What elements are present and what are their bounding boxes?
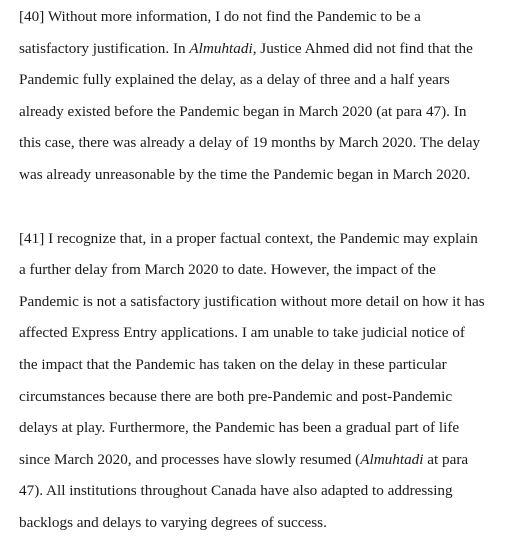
- text-line: [19, 64, 515, 96]
- paragraph-41: [19, 223, 515, 539]
- text-segment: [40] Without more information, I do not find the Pandemic to be a: [19, 8, 421, 25]
- text-segment: a further delay from March 2020 to date. However, the impact of the: [19, 261, 436, 279]
- text-segment: already existed before the Pandemic began in March 2020 (at para 47). In: [19, 102, 467, 120]
- text-segment: circumstances because there are both pre-Pandemic and post-Pandemic: [19, 387, 453, 405]
- paragraph-40: [19, 0, 515, 191]
- text-segment: , Justice Ahmed did not find that the: [252, 39, 473, 57]
- text-line: [19, 507, 515, 539]
- text-segment: was already unreasonable by the time the Pandemic began in March 2020.: [19, 165, 471, 183]
- text-segment: this case, there was already a delay of 19 months by March 2020. The delay: [19, 134, 481, 152]
- text-line: [19, 475, 515, 507]
- text-line: [19, 127, 515, 159]
- text-line: [19, 412, 515, 444]
- case-name-citation: Almuhtadi: [189, 39, 253, 57]
- text-segment: Pandemic fully explained the delay, as a delay of three and a half years: [19, 71, 450, 89]
- text-segment: satisfactory justification. In: [19, 39, 190, 57]
- text-line: [19, 223, 515, 255]
- text-line: [19, 1, 515, 33]
- text-line: [19, 33, 515, 65]
- case-name-citation: Almuhtadi: [360, 450, 424, 468]
- text-line: [19, 349, 515, 381]
- text-segment: Pandemic is not a satisfactory justification without more detail on how it has: [19, 292, 485, 310]
- text-segment: backlogs and delays to varying degrees of success.: [19, 513, 327, 531]
- text-segment: delays at play. Furthermore, the Pandemic has been a gradual part of life: [19, 419, 460, 437]
- text-line: [19, 286, 515, 318]
- text-segment: since March 2020, and processes have slowly resumed (: [19, 450, 361, 468]
- text-segment: 47). All institutions throughout Canada have also adapted to addressing: [19, 482, 453, 500]
- text-segment: at para: [423, 450, 469, 468]
- text-segment: the impact that the Pandemic has taken on the delay in these particular: [19, 355, 447, 373]
- text-segment: [41] I recognize that, in a proper factual context, the Pandemic may explain: [19, 229, 478, 247]
- document-page: [19, 0, 515, 539]
- text-line: [19, 96, 515, 128]
- text-segment: affected Express Entry applications. I am unable to take judicial notice of: [19, 324, 465, 342]
- text-line: [19, 317, 515, 349]
- text-line: [19, 444, 515, 476]
- text-line: [19, 159, 515, 191]
- text-line: [19, 254, 515, 286]
- text-line: [19, 381, 515, 413]
